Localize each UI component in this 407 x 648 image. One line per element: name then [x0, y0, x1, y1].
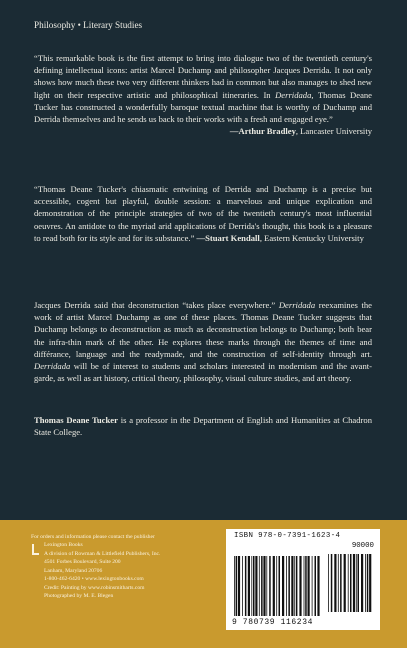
barcode-bar [276, 556, 277, 616]
barcode-bar [348, 554, 349, 612]
description-part-3: will be of interest to students and scholars interested in modernism and the avant-garde, as well as art history, critical theory, philosophy, visual culture studies, and art theory. [34, 361, 372, 384]
barcode-bar [304, 556, 305, 616]
review-2 [34, 183, 372, 244]
publisher-division: A division of Rowman & Littlefield Publishers, Inc. [44, 550, 161, 557]
barcode-bar [338, 554, 339, 612]
description-title-1: Derridada [278, 300, 316, 310]
publisher-lines [44, 541, 160, 558]
barcode-bar [242, 556, 243, 616]
barcode-bar [299, 556, 301, 616]
barcode-bar [331, 554, 333, 612]
review-1-body [34, 52, 372, 125]
barcode-bar [251, 556, 252, 616]
publisher-name: Lexington Books [44, 542, 83, 549]
barcode-bar [266, 556, 267, 616]
description-body [34, 299, 372, 384]
price-code: 90000 [351, 542, 374, 550]
publisher-phone: 1-800-462-6420 • www.lexingtonbooks.com [44, 576, 144, 583]
barcode-bar [248, 556, 250, 616]
author-name: Thomas Deane Tucker [34, 415, 118, 425]
barcode-digits: 9 780739 116234 [232, 618, 314, 627]
barcode-bar [253, 556, 255, 616]
barcode-bar [255, 556, 257, 616]
barcode-bar [294, 556, 295, 616]
barcode-bar [334, 554, 336, 612]
review-1-text-end: , Thomas Deane Tucker has constructed a wonderfully baroque textual machine that is worthy of Duchamp and Derrida themselves and he sends us back to their works with a fresh and engaged eye.” [34, 89, 372, 125]
review-1-dash: — [229, 126, 239, 137]
review-1-affiliation: , Lancaster University [295, 126, 372, 137]
description-part-1: Jacques Derrida said that deconstruction “takes place everywhere.” [34, 300, 279, 310]
credit-photo: Photographed by M. E. Blegen [44, 593, 114, 600]
description-part-2: reexamines the work of artist Marcel Duchamp as one of these places. Thomas Deane Tucker suggests that Duchamp belongs to deconstruction as much as deconstruction belongs to Duchamp; both bear the infra-thin mark of the other. He explores these marks through the themes of time and différance, language and the readymade, and the construction of self-identity through art. [34, 300, 372, 359]
review-2-name: Stuart Kendall [205, 232, 260, 243]
barcode-box [226, 529, 380, 630]
barcode-graphic [226, 529, 380, 630]
credit-painting: Credit: Painting by www.robinsmitharts.com [44, 584, 145, 591]
barcode-bar [358, 554, 360, 612]
barcode-bar [305, 556, 307, 616]
barcode-bar [263, 556, 265, 616]
author-bio [34, 414, 372, 438]
barcode-bar [291, 556, 293, 616]
review-2-body [34, 183, 372, 244]
barcode-bar [356, 554, 357, 612]
book-description [34, 299, 372, 384]
barcode-bar [361, 554, 363, 612]
barcode-bar [308, 556, 310, 616]
publisher-block [31, 541, 236, 558]
barcode-bar [340, 554, 342, 612]
barcode-bar [350, 554, 352, 612]
barcode-bar [259, 556, 260, 616]
barcode-bar [234, 556, 235, 616]
review-2-dash: — [194, 232, 206, 243]
barcode-bar [317, 556, 319, 616]
publisher-info [31, 533, 236, 600]
barcode-bar [261, 556, 263, 616]
description-title-2: Derridada [34, 361, 71, 372]
review-1-text: “This remarkable book is the first attempt to bring into dialogue two of the twentieth century's defining intellectual icons: artist Marcel Duchamp and philosopher Jacques Derrida. It not only shows how much these two very different thinkers had in common but also manages to shed new light on their respective artistic and philosophical itineraries. In [34, 53, 372, 100]
publisher-address-2: Lanham, Maryland 20706 [44, 567, 103, 574]
isbn-label: ISBN 978-0-7391-1623-4 [234, 532, 341, 540]
review-2-text: “Thomas Deane Tucker's chiasmatic entwining of Derrida and Duchamp is a precise but accessible, cogent but playful, double session: a marvelous and unique explication and demonstration of the principle strategies of two of the twentieth century's most influential oeuvres. An antidote to the myriad arid applications of Derrida's thought, this book is a pleasure to read both for its style and for its substance.” [34, 184, 372, 243]
review-2-affiliation: , Eastern Kentucky University [259, 232, 364, 243]
barcode-bar [236, 556, 238, 616]
barcode-bar [365, 554, 366, 612]
barcode-bar [367, 554, 369, 612]
barcode-bar [328, 554, 329, 612]
review-1 [34, 52, 372, 137]
publisher-intro: For orders and information please contact the publisher [31, 534, 155, 540]
category-label: Philosophy • Literary Studies [34, 20, 143, 30]
barcode-bar [282, 556, 284, 616]
review-1-name: Arthur Bradley [238, 126, 296, 137]
review-1-book-title: Derridada [275, 89, 312, 100]
barcode-bar [288, 556, 290, 616]
barcode-bar [312, 556, 313, 616]
publisher-address-1: 4501 Forbes Boulevard, Suite 200 [44, 559, 121, 566]
barcode-bar [315, 556, 317, 616]
barcode-bar [369, 554, 371, 612]
barcode-bar [245, 556, 247, 616]
review-1-attribution [34, 125, 372, 137]
barcode-bar [353, 554, 355, 612]
barcode-bar [344, 554, 346, 612]
author-bio-text: is a professor in the Department of English and Humanities at Chadron State College. [34, 415, 372, 438]
barcode-bar [286, 556, 287, 616]
barcode-bar [269, 556, 271, 616]
barcode-bar [238, 556, 240, 616]
author-bio-body [34, 414, 372, 438]
lexington-logo-icon [31, 544, 40, 558]
barcode-bar [279, 556, 281, 616]
barcode-bar [296, 556, 298, 616]
barcode-bar [273, 556, 275, 616]
